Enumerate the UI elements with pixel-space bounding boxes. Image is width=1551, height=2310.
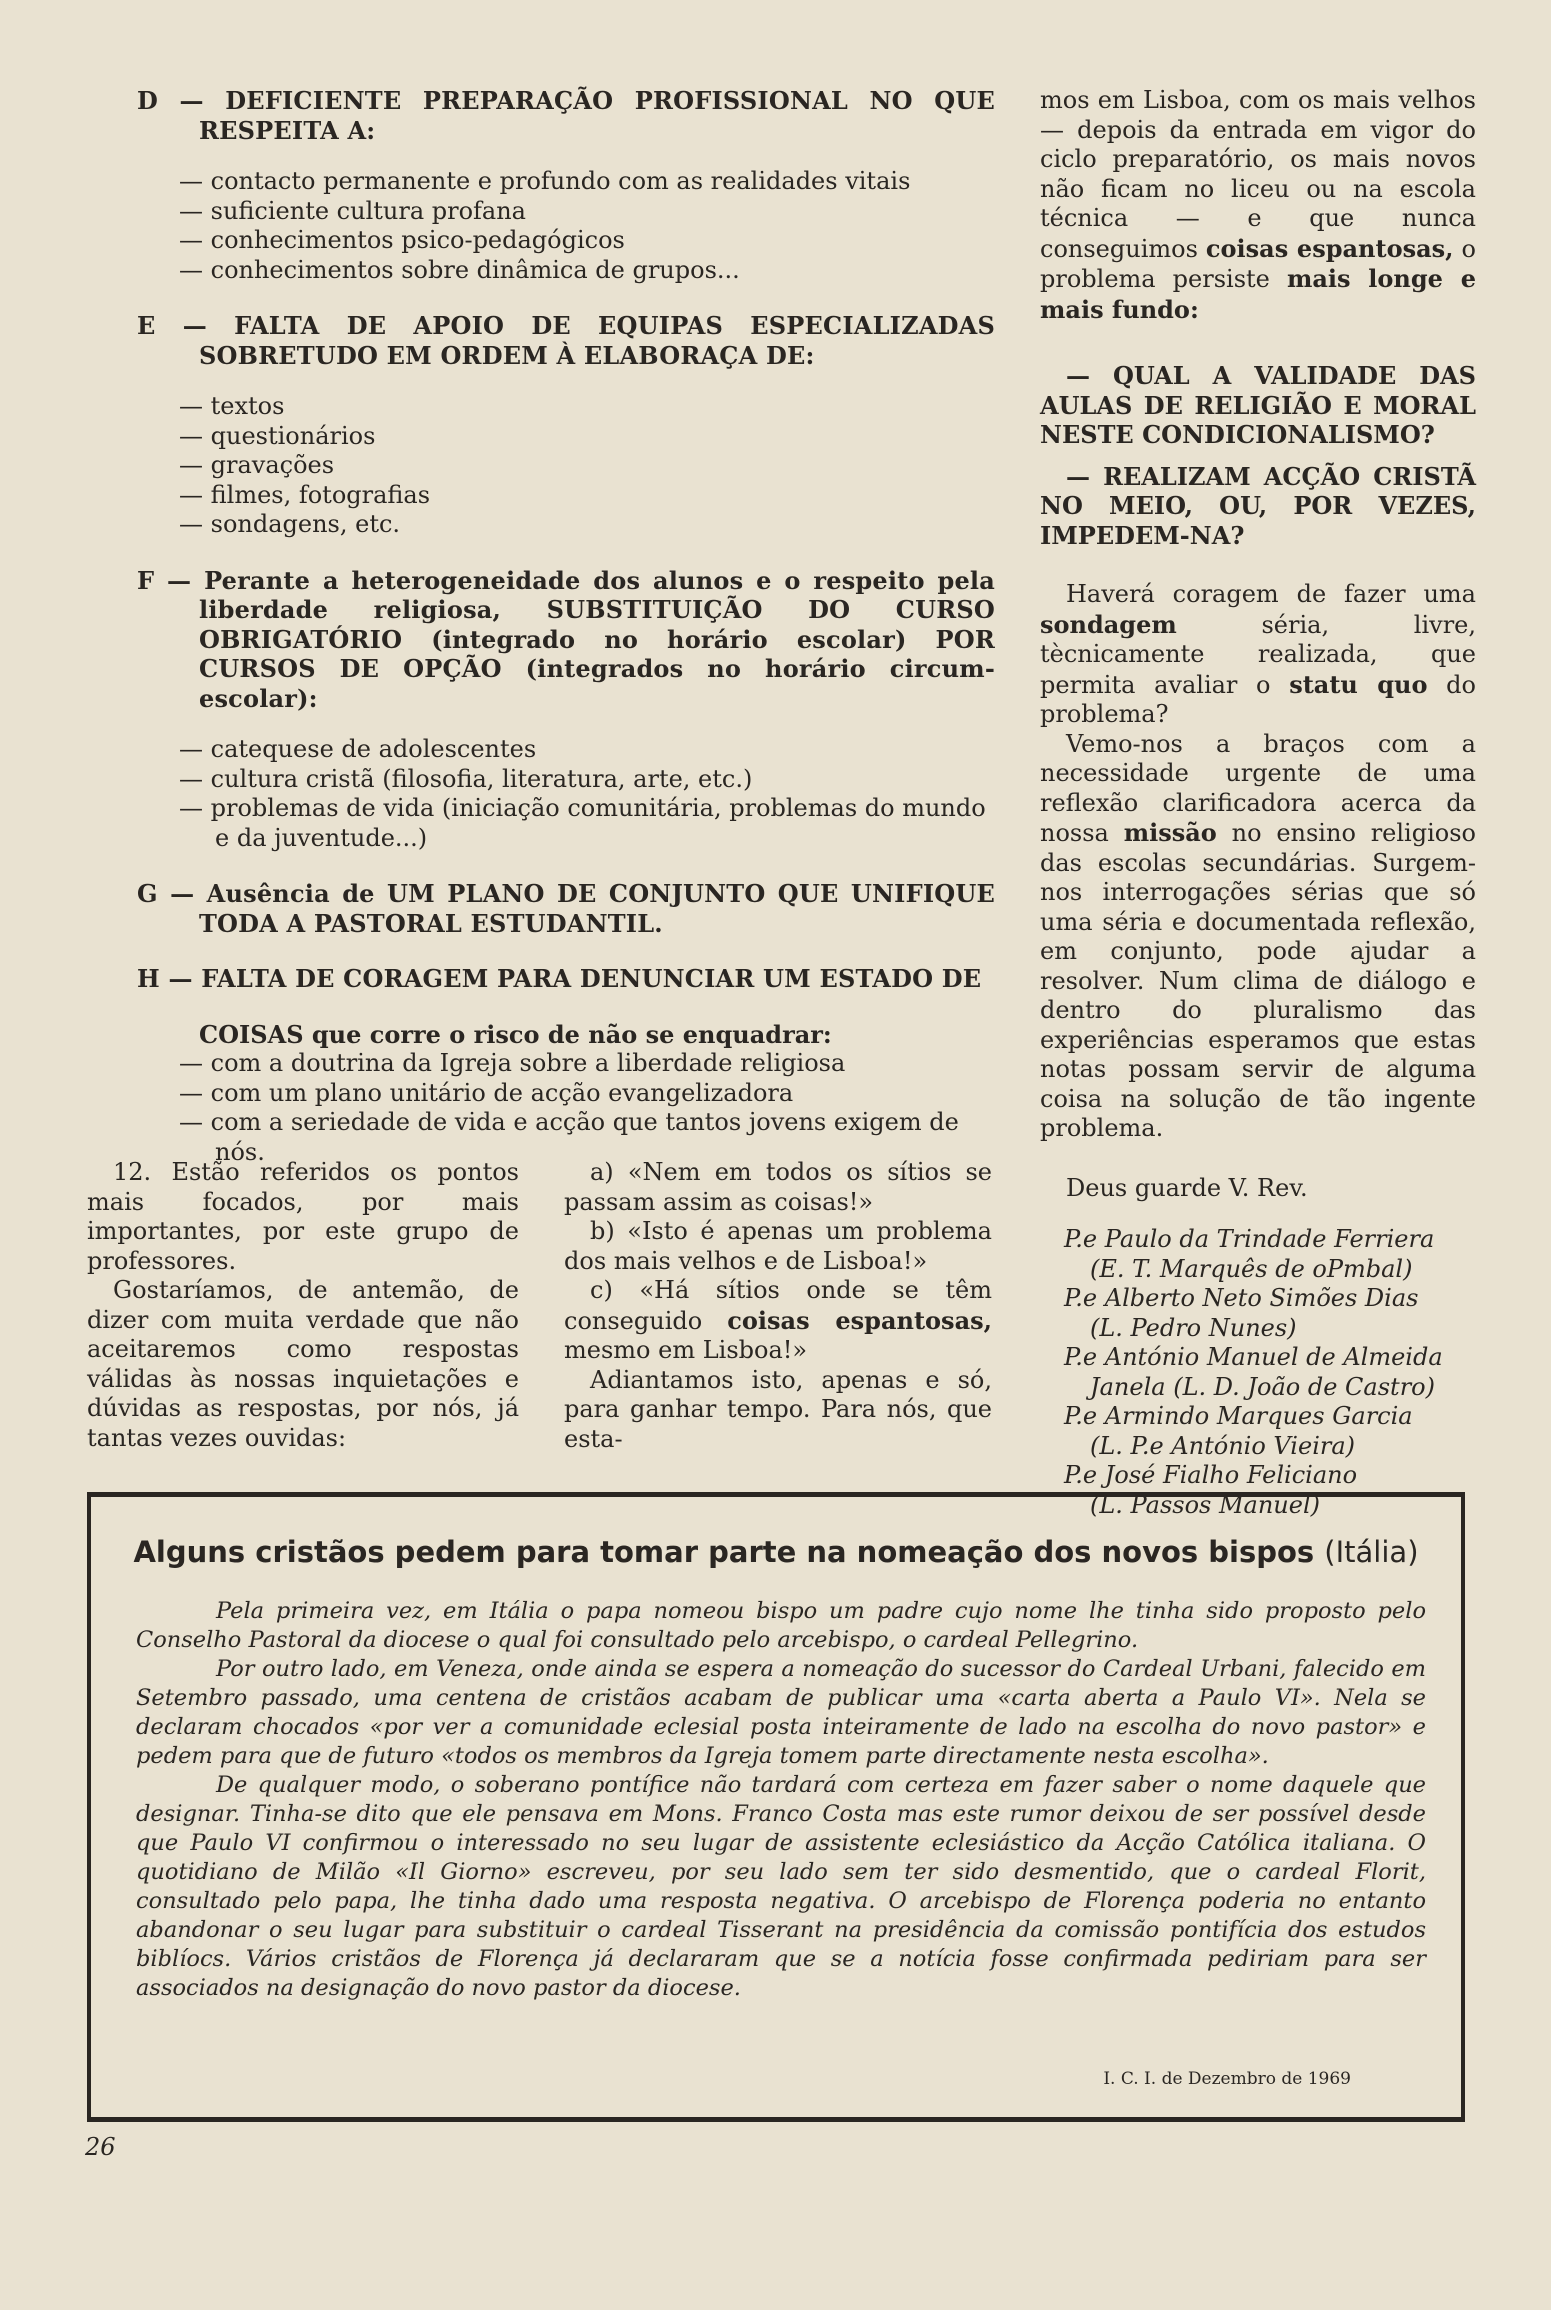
list-item: — gravações — [179, 451, 335, 479]
section-e-heading-text: FALTA DE APOIO DE EQUIPAS ESPECIALIZADAS SOBRETUDO EM ORDEM À ELABORAÇA DE: — [199, 311, 995, 370]
section-g-heading-text: Ausência de UM PLANO DE CONJUNTO QUE UNIFIQUE TODA A PASTORAL ESTUDANTIL. — [199, 879, 995, 938]
right-p1-text-b: o problema persiste — [1040, 234, 1476, 293]
list-item: — conhecimentos sobre dinâmica de grupos... — [179, 255, 740, 284]
list-item: — conhecimentos psico-pedagógicos — [179, 226, 625, 254]
right-p3-text-a: Vemo-nos a braços com a necessidade urgente de uma reflexão clarificadora acerca da nossa — [1040, 729, 1476, 847]
section-f-list — [179, 735, 995, 853]
answer-b: b) «Isto é apenas um problema dos mais velhos e de Lisboa!» — [564, 1217, 992, 1275]
news-box-title-country: (Itália) — [1324, 1535, 1419, 1569]
section-h-letter: H — [137, 964, 160, 993]
section-e-heading: E — FALTA DE APOIO DE EQUIPAS ESPECIALIZADAS SOBRETUDO EM ORDEM À ELABORAÇA DE: — [137, 311, 995, 370]
signature-school: (L. Pedro Nunes) — [1090, 1313, 1297, 1342]
answer-c-bold: coisas espantosas, — [727, 1305, 992, 1335]
signatures — [1040, 1225, 1476, 1520]
left-column — [137, 86, 995, 1167]
signature-name: P.e Alberto Neto Simões Dias — [1064, 1284, 1419, 1312]
section-g-heading: G — Ausência de UM PLANO DE CONJUNTO QUE UNIFIQUE TODA A PASTORAL ESTUDANTIL. — [137, 879, 995, 938]
right-p3-text-b: no ensino religioso das escolas secundárias. Surgem-nos interrogações sérias que só uma séria e documentada reflexão, em conjunto, pode ajudar a resolver. Num clima de diálogo e dentro do pluralismo das experiências esperamos que estas notas possam servir de alguma coisa na solução de tão ingente problema. — [1040, 819, 1476, 1142]
answer-c-text-2: mesmo em Lisboa!» — [564, 1336, 808, 1364]
list-item: — com um plano unitário de acção evangelizadora — [179, 1078, 794, 1107]
section-f-heading-text: Perante a heterogeneidade dos alunos e o respeito pela liberdade religiosa, SUBSTITUIÇÃO DO CURSO OBRIGATÓRIO (integrado no horário escolar) POR CURSOS DE OPÇÃO (integrados no horário circum-escolar): — [199, 565, 995, 713]
signature-name: P.e Armindo Marques Garcia — [1064, 1402, 1413, 1430]
right-p2-bold-2: statu quo — [1289, 669, 1428, 699]
middle-column — [564, 1158, 992, 1454]
point-12-paragraph-1: 12. Estão referidos os pontos mais focados, por mais importantes, por este grupo de professores. — [87, 1158, 519, 1275]
list-item: — problemas de vida (iniciação comunitária, problemas do mundo e da juventude...) — [179, 794, 986, 852]
section-h-continuation: COISAS que corre o risco de não se enquadrar: — [199, 1019, 832, 1049]
list-item: — com a doutrina da Igreja sobre a liberdade religiosa — [179, 1049, 846, 1077]
page-number: 26 — [85, 2133, 116, 2161]
section-e-letter: E — [137, 311, 156, 340]
list-item: — suficiente cultura profana — [179, 196, 526, 225]
section-d-list — [179, 167, 995, 285]
section-f-letter: F — [137, 565, 155, 595]
list-item: — catequese de adolescentes — [179, 735, 537, 763]
section-h-list — [179, 1049, 995, 1167]
news-box — [87, 1492, 1465, 2122]
right-p2-text-c: do problema? — [1040, 670, 1476, 728]
right-p1-text-a: mos em Lisboa, com os mais velhos — depois da entrada em vigor do ciclo preparatório, os mais novos não ficam no liceu ou na escola técnica — e que nunca conseguimos — [1040, 86, 1476, 263]
section-h-heading-text: FALTA DE CORAGEM PARA DENUNCIAR UM ESTADO DE — [201, 964, 982, 993]
news-paragraph: Pela primeira vez, em Itália o papa nomeou bispo um padre cujo nome lhe tinha sido proposto pelo Conselho Pastoral da diocese o qual foi consultado pelo arcebispo, o cardeal Pellegrino. — [136, 1598, 1426, 1653]
list-item: — contacto permanente e profundo com as realidades vitais — [179, 167, 911, 195]
point-12-paragraph-2: Gostaríamos, de antemão, de dizer com muita verdade que não aceitaremos como respostas válidas às nossas inquietações e dúvidas as respostas, por nós, já tantas vezes ouvidas: — [87, 1276, 519, 1452]
right-column — [1040, 86, 1476, 1520]
signature-school: (E. T. Marquês de oPmbal) — [1090, 1254, 1413, 1283]
list-item: — questionários — [179, 421, 376, 450]
news-box-body — [136, 1597, 1426, 2003]
closing-line: Deus guarde V. Rev. — [1066, 1173, 1308, 1202]
list-item: — textos — [179, 392, 285, 420]
news-box-title — [91, 1535, 1461, 1569]
section-h-heading: H — FALTA DE CORAGEM PARA DENUNCIAR UM ESTADO DE — [137, 964, 982, 993]
section-d-heading-text: DEFICIENTE PREPARAÇÃO PROFISSIONAL NO QUE RESPEITA A: — [199, 86, 995, 145]
signature-school: (L. P.e António Vieira) — [1090, 1431, 1356, 1460]
section-g-letter: G — [137, 879, 158, 908]
list-item: — com a seriedade de vida e acção que tantos jovens exigem de nós. — [179, 1108, 959, 1166]
middle-paragraph: Adiantamos isto, apenas e só, para ganhar tempo. Para nós, que esta- — [564, 1365, 992, 1453]
right-p3-bold: missão — [1123, 818, 1217, 847]
question-2: — REALIZAM ACÇÃO CRISTÃ NO MEIO, OU, POR VEZES, IMPEDEM-NA? — [1040, 461, 1476, 550]
signature-school: Janela (L. D. João de Castro) — [1090, 1372, 1435, 1401]
news-source: I. C. I. de Dezembro de 1969 — [1103, 2069, 1351, 2089]
answer-c-text-1: c) «Há sítios onde se têm conseguido — [564, 1276, 992, 1335]
list-item: — sondagens, etc. — [179, 510, 401, 538]
right-paragraph-1 — [1040, 86, 1476, 325]
signature-school: (L. Passos Manuel) — [1090, 1490, 1321, 1519]
right-p2-text-b: séria, livre, tècnicamente realizada, que permita avaliar o — [1040, 610, 1476, 699]
right-p2-bold-1: sondagem — [1040, 609, 1177, 639]
section-d-heading: D — DEFICIENTE PREPARAÇÃO PROFISSIONAL NO QUE RESPEITA A: — [137, 86, 995, 145]
news-paragraph: Por outro lado, em Veneza, onde ainda se espera a nomeação do sucessor do Cardeal Urbani, falecido em Setembro passado, uma centena de cristãos acabam de publicar uma «carta aberta a Paulo VI». Nela se declaram chocados «por ver a comunidade eclesial posta inteiramente de lado na escolha do novo pastor» e pedem para que de futuro «todos os membros da Igreja tomem parte directamente nesta escolha». — [136, 1656, 1426, 1769]
right-p1-bold-2: mais longe e mais fundo: — [1040, 264, 1476, 324]
news-paragraph: De qualquer modo, o soberano pontífice não tardará com certeza em fazer saber o nome daquele que designar. Tinha-se dito que ele pensava em Mons. Franco Costa mas este rumor deixou de ser possível desde que Paulo VI confirmou o interessado no seu lugar de assistente eclesiástico da Acção Católica italiana. O quotidiano de Milão «Il Giorno» escreveu, por seu lado sem ter sido desmentido, que o cardeal Florit, consultado pelo papa, lhe tinha dado uma resposta negativa. O arcebispo de Florença poderia no entanto abandonar o seu lugar para substituir o cardeal Tisserant na presidência da comissão pontifícia dos estudos biblíocs. Vários cristãos de Florença já declararam que se a notícia fosse confirmada pediriam para ser associados na designação do novo pastor da diocese. — [136, 1772, 1426, 2001]
list-item: — cultura cristã (filosofia, literatura, arte, etc.) — [179, 764, 753, 793]
list-item: — filmes, fotografias — [179, 480, 431, 509]
right-p2-text-a: Haverá coragem de fazer uma — [1066, 580, 1476, 608]
signature-name: P.e António Manuel de Almeida — [1064, 1343, 1443, 1371]
signature-name: P.e Paulo da Trindade Ferriera — [1064, 1225, 1435, 1253]
signature-name: P.e José Fialho Feliciano — [1064, 1461, 1358, 1489]
section-f-heading: F — Perante a heterogeneidade dos alunos e o respeito pela liberdade religiosa, SUBSTITUIÇÃO DO CURSO OBRIGATÓRIO (integrado no horário escolar) POR CURSOS DE OPÇÃO (integrados no horário circum-escolar): — [137, 565, 995, 713]
section-d-letter: D — [137, 86, 159, 115]
right-paragraph-2 — [1040, 580, 1476, 730]
point-12-column — [87, 1158, 519, 1453]
right-p1-bold-1: coisas espantosas, — [1205, 233, 1454, 263]
answer-a: a) «Nem em todos os sítios se passam assim as coisas!» — [564, 1158, 992, 1216]
section-e-list — [179, 392, 995, 540]
question-1: — QUAL A VALIDADE DAS AULAS DE RELIGIÃO E MORAL NESTE CONDICIONALISMO? — [1040, 361, 1476, 449]
answer-c — [564, 1276, 992, 1366]
right-paragraph-3 — [1040, 730, 1476, 1144]
news-box-title-text: Alguns cristãos pedem para tomar parte na nomeação dos novos bispos — [133, 1535, 1315, 1569]
